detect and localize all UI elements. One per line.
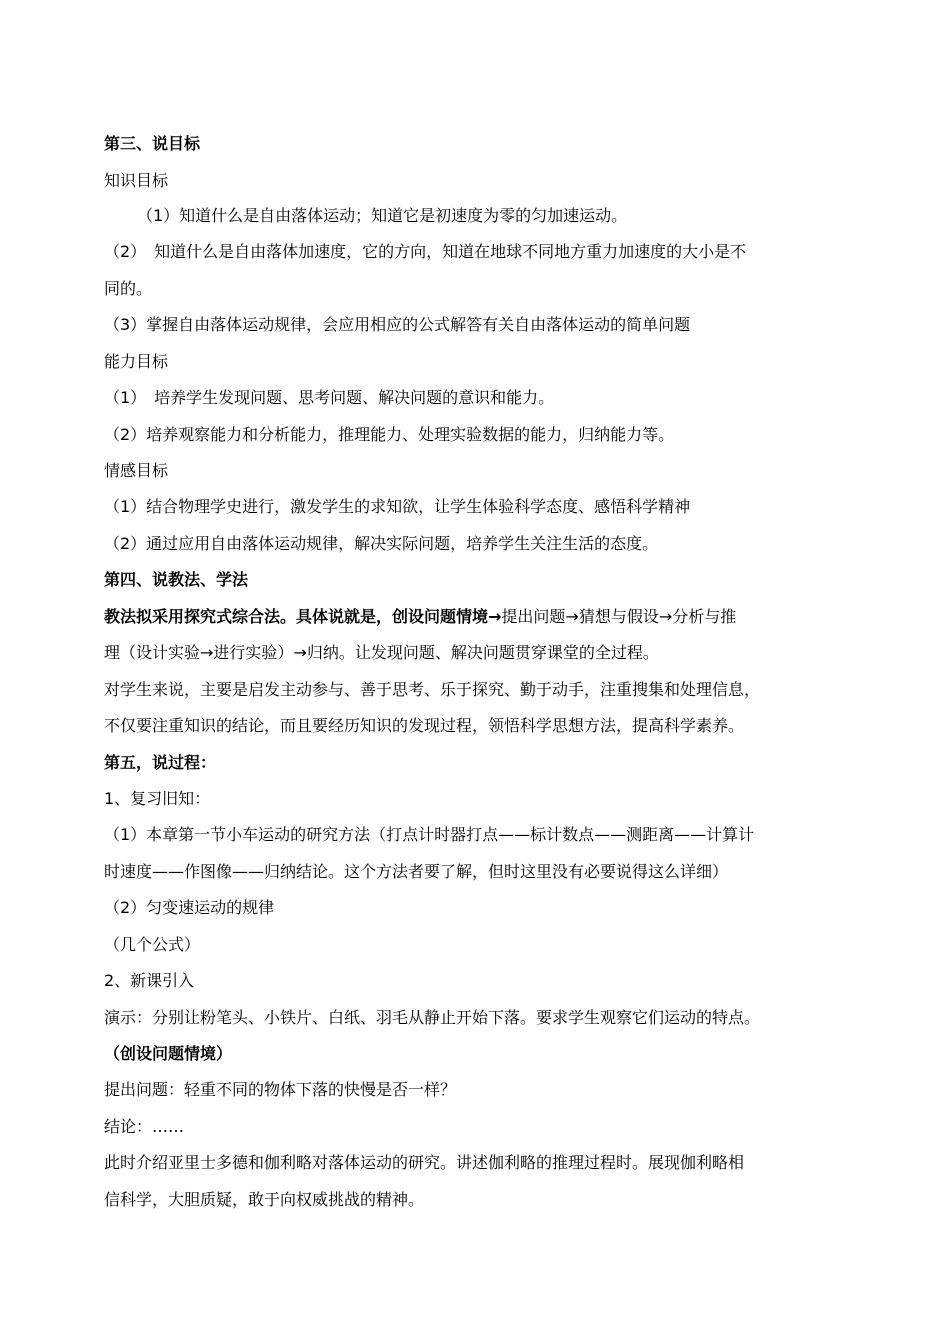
knowledge-item-1: （1）知道什么是自由落体运动；知道它是初速度为零的匀加速运动。: [137, 206, 628, 225]
methods-paragraph-2-cont: 不仅要注重知识的结论，而且要经历知识的发现过程，领悟科学思想方法，提高科学素养。: [104, 716, 745, 735]
subheading-emotion: 情感目标: [104, 461, 169, 480]
methods-rest: 提出问题→猜想与假设→分析与推: [501, 607, 737, 626]
process-step-1-item-2: （2）匀变速运动的规律: [104, 898, 275, 917]
galileo-paragraph-cont: 信科学，大胆质疑，敢于向权威挑战的精神。: [104, 1190, 425, 1209]
knowledge-item-2-cont: 同的。: [104, 279, 153, 298]
methods-paragraph-2: 对学生来说，主要是启发主动参与、善于思考、乐于探究、勤于动手，注重搜集和处理信息，: [104, 680, 761, 699]
demo-paragraph: 演示：分别让粉笔头、小铁片、白纸、羽毛从静止开始下落。要求学生观察它们运动的特点。: [104, 1008, 761, 1027]
process-step-1: 1、复习旧知：: [104, 789, 211, 808]
process-step-2: 2、新课引入: [104, 971, 195, 990]
knowledge-item-3: （3）掌握自由落体运动规律，会应用相应的公式解答有关自由落体运动的简单问题: [104, 315, 691, 334]
methods-bold-lead: 教法拟采用探究式综合法。具体说就是，创设问题情境→: [104, 607, 502, 626]
emotion-item-2: （2）通过应用自由落体运动规律，解决实际问题，培养学生关注生活的态度。: [104, 534, 659, 553]
process-step-1-item-1-cont: 时速度——作图像——归纳结论。这个方法者要了解，但时这里没有必要说得这么详细）: [104, 862, 729, 881]
heading-methods: 第四、说教法、学法: [104, 570, 249, 589]
ability-item-2: （2）培养观察能力和分析能力，推理能力、处理实验数据的能力，归纳能力等。: [104, 425, 675, 444]
galileo-paragraph: 此时介绍亚里士多德和伽利略对落体运动的研究。讲述伽利略的推理过程时。展现伽利略相: [104, 1153, 745, 1172]
process-step-1-item-1: （1）本章第一节小车运动的研究方法（打点计时器打点——标计数点——测距离——计算计: [104, 825, 755, 844]
emotion-item-1: （1）结合物理学史进行，激发学生的求知欲，让学生体验科学态度、感悟科学精神: [104, 497, 691, 516]
heading-process: 第五，说过程：: [104, 753, 217, 772]
create-situation-label: （创设问题情境）: [104, 1044, 233, 1063]
subheading-ability: 能力目标: [104, 352, 169, 371]
methods-paragraph-1: [104, 606, 736, 628]
heading-goals: 第三、说目标: [104, 134, 201, 153]
methods-paragraph-1-cont: 理（设计实验→进行实验）→归纳。让发现问题、解决问题贯穿课堂的全过程。: [104, 643, 659, 662]
subheading-knowledge: 知识目标: [104, 171, 169, 190]
question-paragraph: 提出问题：轻重不同的物体下落的快慢是否一样？: [104, 1080, 457, 1099]
conclusion-line: 结论：……: [104, 1117, 185, 1136]
process-step-1-formulas: （几个公式）: [104, 935, 201, 954]
ability-item-1: （1） 培养学生发现问题、思考问题、解决问题的意识和能力。: [104, 388, 555, 407]
knowledge-item-2: （2） 知道什么是自由落体加速度，它的方向，知道在地球不同地方重力加速度的大小是不: [104, 242, 747, 261]
